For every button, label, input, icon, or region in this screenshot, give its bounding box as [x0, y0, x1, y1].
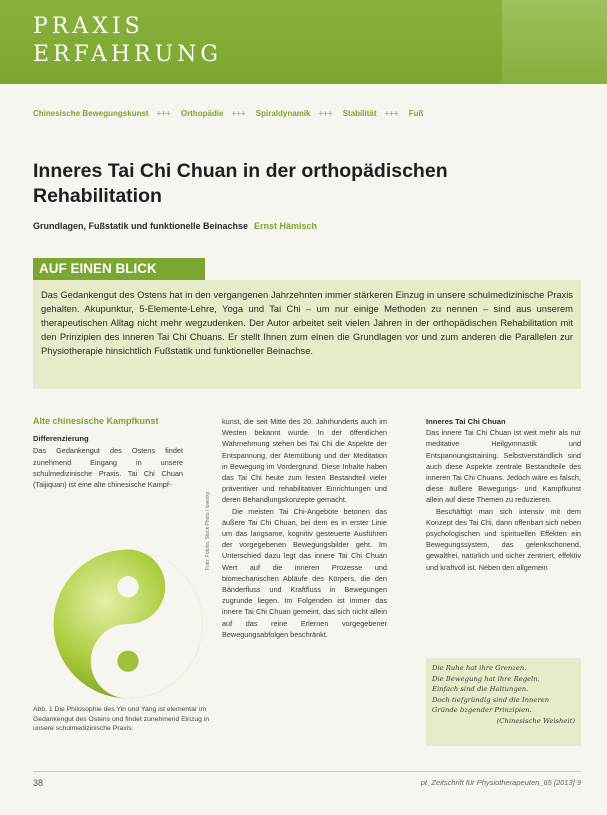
keyword-item: Chinesische Bewegungskunst — [33, 109, 149, 118]
keyword-separator: +++ — [156, 109, 171, 118]
journal-reference: pt_Zeitschrift für Physiotherapeuten_65 [2013] 9 — [420, 778, 581, 787]
yin-yang-dark-dot — [117, 651, 138, 672]
quote-line: Einfach sind die Haltungen. — [432, 685, 529, 694]
at-a-glance-label: AUF EINEN BLICK — [33, 258, 205, 280]
body-paragraph: Beschäftigt man sich intensiv mit dem Konzept des Tai Chi, dann offenbart sich neben psychologischen und spirituellen Effekten ein Bewegungssystem, das gelenkschonend, gewaltfrei, natürlich und sicher zentriert, effektiv und kraftvoll ist. Neben den allgemein — [426, 506, 581, 572]
section-header-band — [0, 0, 607, 84]
yin-yang-light-dot — [117, 576, 138, 597]
page-number: 38 — [33, 778, 44, 788]
quote-line: Gründe bzgender Prinzipien. — [432, 706, 532, 715]
header-color-swatch — [502, 0, 607, 84]
quote-box — [426, 658, 581, 746]
left-column — [33, 416, 183, 490]
quote-line: Die Ruhe hat ihre Grenzen. — [432, 664, 527, 672]
keyword-item: Fuß — [408, 109, 424, 118]
column-heading: Inneres Tai Chi Chuan — [426, 417, 506, 426]
section-heading: Alte chinesische Kampfkunst — [33, 416, 159, 426]
subtitle-text: Grundlagen, Fußstatik und funktionelle Beinachse — [33, 221, 249, 231]
body-paragraph: Die meisten Tai Chi-Angebote betonen das äußere Tai Chi Chuan, bei dem es in erster Linie um das langsame, kognitiv gesteuerte Ausführen der vorgegebenen Bewegungsbilder geht. Im Unterschied dazu legt das innere Tai Chi Chuan Wert auf die inneren Prozesse und biomechanischen Abläufe des Körpers, die den Bänderfluss und Kraftfluss in Bewegungen zugrunde liegen. Im Folgenden ist immer das innere Tai Chi Chuan gemeint, das sich nicht allein auf das reine Erlernen vorgegebener Bewegungsabfolgen beschränkt. — [222, 506, 387, 639]
keyword-separator: +++ — [231, 109, 246, 118]
footer-divider — [33, 771, 581, 772]
keyword-separator: +++ — [384, 109, 399, 118]
keyword-bar — [33, 109, 583, 118]
quote-line: Doch tiefgründig sind die Inneren — [432, 695, 550, 704]
quote-line: Die Bewegung hat ihre Regeln. — [432, 674, 540, 683]
keyword-separator: +++ — [318, 109, 333, 118]
article-subtitle — [33, 221, 573, 231]
figure-caption: Abb. 1 Die Philosophie des Yin und Yang ist elementar im Gedankengut des Ostens und findet zunehmend Einzug in unsere schulmedizinische Praxis. — [33, 706, 210, 732]
author-name: Ernst Hämisch — [254, 221, 318, 231]
quote-source: (Chinesische Weisheit) — [496, 716, 575, 725]
body-paragraph: Das innere Tai Chi Chuan ist weit mehr als nur meditative Heilgymnastik und Entspannungstraining. Selbstverständlich sind auch diese Aspekte zentrale Bestandteile des inneren Tai Chi Chuans. Jedoch wäre es falsch, diese äußere Bewegungs- und Kampfkunst allein auf diese Themen zu reduzieren. — [426, 428, 581, 505]
section-header-line1: PRAXIS — [33, 14, 144, 39]
right-column — [426, 416, 581, 573]
article-title: Inneres Tai Chi Chuan in der orthopädischen Rehabilitation — [33, 160, 448, 207]
yin-yang-image — [52, 548, 204, 700]
section-header-line2: ERFAHRUNG — [33, 42, 222, 67]
at-a-glance-box: Das Gedankengut des Ostens hat in den vergangenen Jahrzehnten immer stärkeren Einzug in unsere schulmedizinische Praxis gehalten. Akupunktur, 5-Elemente-Lehre, Yoga und Tai Chi – um nur einige Methoden zu nennen – sind aus unserem therapeutischen Alltag nicht mehr wegzudenken. Der Autor arbeitet seit vielen Jahren in der orthopädischen Rehabilitation mit den Prinzipien des inneren Tai Chi Chuans. Er stellt Ihnen zum einen die Grundlagen vor und zum anderen die Parallelen zur Physiotherapie hinsichtlich Fußstatik und funktioneller Beinachse. — [33, 280, 581, 389]
keyword-item: Stabilität — [342, 109, 377, 118]
body-paragraph: Das Gedankengut des Ostens findet zunehmend Eingang in unsere schulmedizinische Praxis. Tai Chi Chuan (Taijiquan) ist eine alte chinesische Kampf- — [33, 446, 183, 490]
middle-column — [222, 416, 387, 640]
keyword-item: Spiraldynamik — [255, 109, 311, 118]
body-paragraph: kunst, die seit Mitte des 20. Jahrhunderts auch im Westen bekannt wurde. In der öffentlichen Wahrnehmung stehen bei Tai Chi die Aspekte der Entspannung, der Atemübung und der Meditation in Bewegung im Vordergrund. Diese Inhalte haben das Tai Chi heute zum festen Bestandteil vieler präventiver und rehabilitativer Einrichtungen und deren Behandlungskonzepte gemacht. — [222, 417, 387, 505]
subsection-heading: Differenzierung — [33, 434, 89, 444]
keyword-item: Orthopädie — [180, 109, 224, 118]
photo-credit: Foto: Fotolia, Stock Photo / lovesky — [205, 491, 211, 570]
